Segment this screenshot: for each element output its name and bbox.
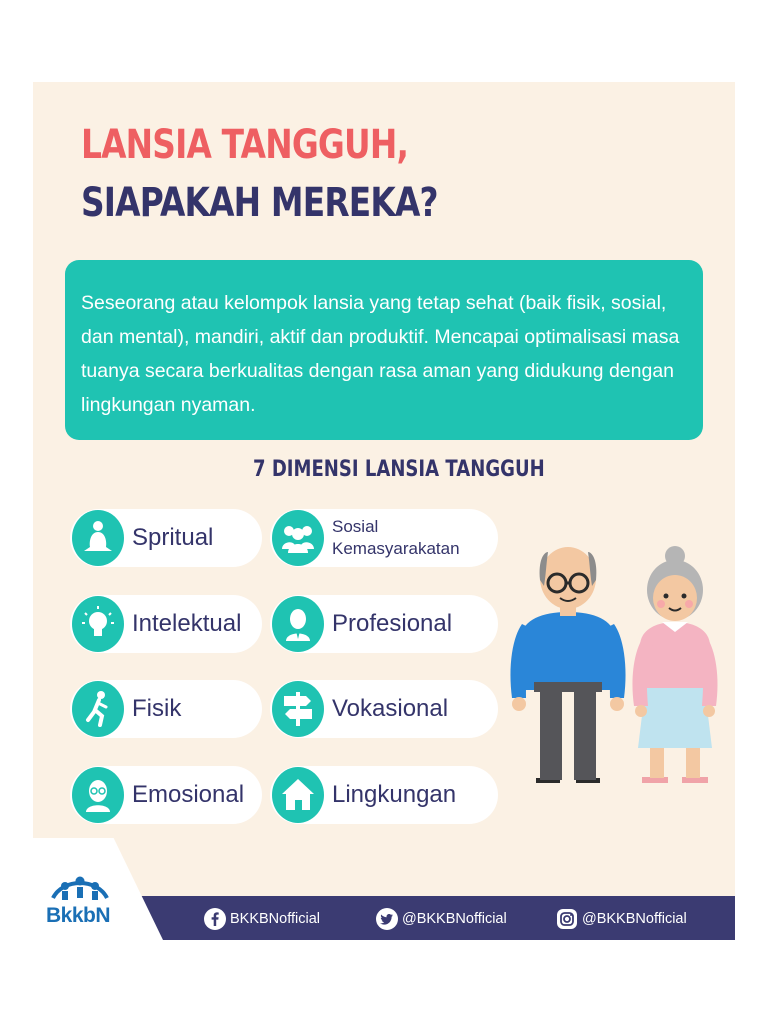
group-icon — [280, 519, 316, 557]
dimension-spiritual — [70, 509, 262, 567]
dimension-label: Lingkungan — [332, 781, 457, 808]
dimension-environment — [270, 766, 498, 824]
title-line-1: LANSIA TANGGUH, — [81, 122, 409, 168]
running-icon — [80, 690, 116, 728]
twitter-handle: @BKKBNofficial — [402, 911, 507, 927]
meditation-icon — [80, 519, 116, 557]
dimension-label: Sosial Kemasyarakatan — [332, 517, 460, 558]
instagram-link[interactable] — [556, 907, 687, 931]
elderly-couple-illustration — [498, 538, 728, 790]
grandpa-figure — [510, 547, 625, 783]
lightbulb-icon — [80, 605, 116, 643]
instagram-handle: @BKKBNofficial — [582, 911, 687, 927]
dimension-social — [270, 509, 498, 567]
dimension-label: Spritual — [132, 524, 214, 551]
dimension-physical — [70, 680, 262, 738]
dimension-label: Vokasional — [332, 695, 449, 722]
elderly-face-icon — [80, 776, 116, 814]
facebook-link[interactable] — [204, 907, 320, 931]
dimension-vocational — [270, 680, 498, 738]
dimension-label: Fisik — [132, 695, 182, 722]
signpost-icon — [280, 690, 316, 728]
dimension-professional — [270, 595, 498, 653]
infographic-card — [33, 82, 735, 940]
twitter-link[interactable] — [376, 907, 507, 931]
bkkbn-logo-text: BkkbN — [46, 904, 111, 927]
description-text: Seseorang atau kelompok lansia yang tetap sehat (baik fisik, sosial, dan mental), mandiri, aktif dan produktif. Mencapai optimalisasi masa tuanya secara berkualitas dengan rasa aman yang didukung dengan lingkungan nyaman. — [81, 292, 680, 416]
dimension-emotional — [70, 766, 262, 824]
grandma-figure — [632, 546, 717, 783]
house-icon — [280, 776, 316, 814]
dimension-intellectual — [70, 595, 262, 653]
dimensions-heading: 7 DIMENSI LANSIA TANGGUH — [253, 457, 545, 482]
dimension-label: Profesional — [332, 610, 453, 637]
professional-person-icon — [280, 605, 316, 643]
instagram-icon — [556, 908, 578, 930]
family-logo-icon — [47, 868, 113, 902]
twitter-icon — [376, 908, 398, 930]
facebook-handle: BKKBNofficial — [230, 911, 320, 927]
description-box — [65, 260, 703, 440]
facebook-icon — [204, 908, 226, 930]
dimension-label: Intelektual — [132, 610, 242, 637]
title-line-2: SIAPAKAH MEREKA? — [81, 180, 438, 226]
dimension-label: Emosional — [132, 781, 245, 808]
